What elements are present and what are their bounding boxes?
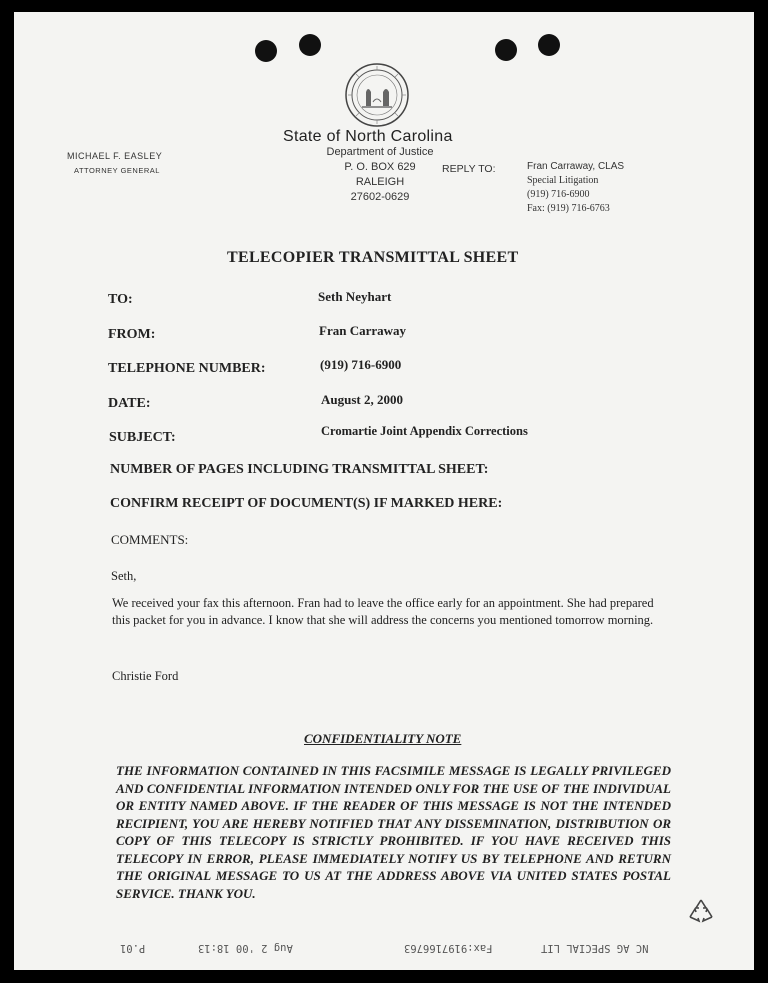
attorney-name: MICHAEL F. EASLEY	[67, 151, 163, 161]
fax-footer-sender: NC AG SPECIAL LIT	[541, 942, 649, 954]
page-count-label: NUMBER OF PAGES INCLUDING TRANSMITTAL SHEET:	[110, 462, 489, 477]
state-seal-icon	[344, 62, 410, 128]
po-box: P. O. BOX 629	[344, 161, 416, 173]
zip: 27602-0629	[350, 191, 410, 203]
attorney-title: ATTORNEY GENERAL	[74, 166, 160, 175]
to-label: TO:	[108, 292, 133, 307]
department-address	[310, 145, 450, 205]
reply-phone: (919) 716-6900	[527, 189, 590, 200]
comments-label: COMMENTS:	[111, 532, 189, 547]
department: Department of Justice	[326, 146, 434, 158]
fax-footer-page: P.01	[120, 942, 146, 954]
from-label: FROM:	[108, 327, 156, 342]
reply-division: Special Litigation	[527, 175, 599, 186]
fax-footer-number: Fax:9197166763	[404, 942, 493, 954]
confidentiality-text: THE INFORMATION CONTAINED IN THIS FACSIMILE MESSAGE IS LEGALLY PRIVILEGED AND CONFIDENTIAL INFORMATION INTENDED ONLY FOR THE USE OF THE INDIVIDUAL OR ENTITY NAMED ABOVE. IF THE READER OF THIS MESSAGE IS NOT THE INTENDED RECIPIENT, YOU ARE HEREBY NOTIFIED THAT ANY DISSEMINATION, DISTRIBUTION OR COPY OF THIS TELECOPY IS STRICTLY PROHIBITED. IF YOU HAVE RECEIVED THIS TELECOPY IN ERROR, PLEASE IMMEDIATELY NOTIFY US BY TELEPHONE AND RETURN THE ORIGINAL MESSAGE TO US AT THE ADDRESS ABOVE VIA UNITED STATES POSTAL SERVICE. THANK YOU.	[116, 763, 671, 901]
state-name: State of North Carolina	[283, 128, 453, 145]
reply-to-block	[527, 160, 624, 216]
subject-label: SUBJECT:	[109, 430, 176, 445]
recycle-icon	[687, 897, 715, 925]
confirm-receipt-label: CONFIRM RECEIPT OF DOCUMENT(S) IF MARKED HERE:	[110, 496, 503, 511]
reply-to-label: REPLY TO:	[442, 163, 496, 175]
punch-hole	[299, 34, 321, 56]
comments-message: We received your fax this afternoon. Fran had to leave the office early for an appointment. She had prepared this packet for you in advance. I know that she will address the concerns you mentioned tomorrow morning.	[112, 596, 654, 627]
punch-hole	[538, 34, 560, 56]
date-label: DATE:	[108, 396, 151, 411]
reply-fax: Fax: (919) 716-6763	[527, 203, 610, 214]
comments-greeting: Seth,	[111, 569, 137, 583]
document-title: TELECOPIER TRANSMITTAL SHEET	[227, 249, 519, 266]
city: RALEIGH	[355, 176, 405, 188]
to-value: Seth Neyhart	[318, 289, 392, 304]
date-value: August 2, 2000	[321, 392, 403, 407]
subject-value: Cromartie Joint Appendix Corrections	[321, 424, 528, 438]
punch-hole	[495, 39, 517, 61]
fax-page	[14, 12, 754, 970]
telephone-value: (919) 716-6900	[320, 357, 402, 372]
punch-hole	[255, 40, 277, 62]
reply-name: Fran Carraway, CLAS	[527, 161, 625, 172]
confidentiality-title: CONFIDENTIALITY NOTE	[304, 731, 462, 746]
fax-footer-timestamp: Aug 2 '00 18:13	[198, 942, 293, 954]
from-value: Fran Carraway	[319, 323, 407, 338]
comments-signature: Christie Ford	[112, 669, 179, 683]
telephone-label: TELEPHONE NUMBER:	[108, 361, 266, 376]
